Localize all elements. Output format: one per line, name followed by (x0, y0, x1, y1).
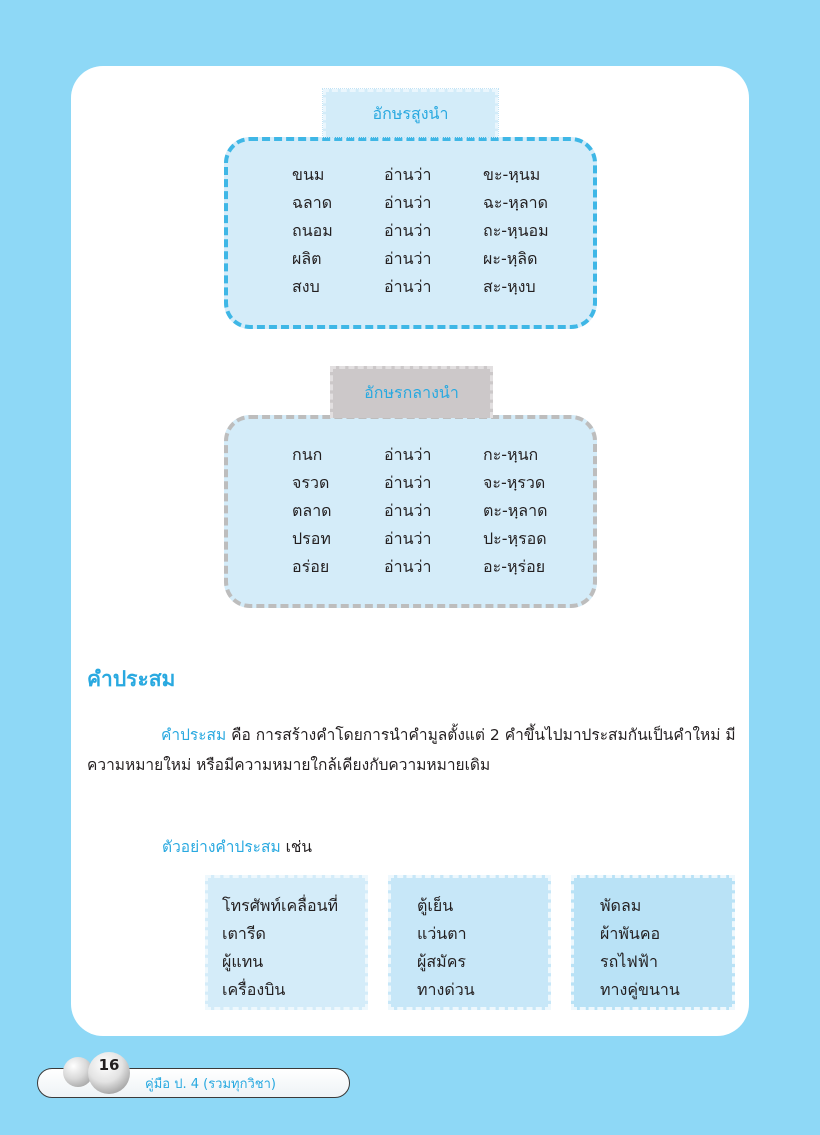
pronunciation: อะ-หฺร่อย (483, 557, 546, 576)
example-intro (162, 834, 312, 860)
pronunciation: จะ-หฺรวด (483, 473, 546, 492)
example-group-1 (205, 875, 368, 1010)
example-label: ตัวอย่างคำประสม (162, 838, 281, 856)
example-word: รถไฟฟ้า (600, 952, 658, 971)
example-group-3 (571, 875, 735, 1010)
section-heading: คำประสม (87, 667, 176, 691)
reads-as: อ่านว่า (384, 473, 432, 492)
word: อร่อย (292, 557, 330, 576)
pronunciation: ถะ-หฺนอม (483, 221, 549, 240)
example-word: ผู้แทน (222, 952, 264, 971)
reads-as: อ่านว่า (384, 445, 432, 464)
high-leading-box (224, 137, 597, 329)
example-word: เครื่องบิน (222, 980, 286, 999)
reads-as: อ่านว่า (384, 277, 432, 296)
example-group-2 (388, 875, 551, 1010)
mid-leading-table (292, 441, 593, 581)
example-suffix: เช่น (280, 838, 313, 856)
pronunciation: กะ-หฺนก (483, 445, 539, 464)
example-word: พัดลม (600, 896, 642, 915)
example-word: เตารีด (222, 924, 266, 943)
word: ตลาด (292, 501, 332, 520)
definition-term: คำประสม (161, 726, 227, 744)
reads-as: อ่านว่า (384, 249, 432, 268)
page-number: 16 (88, 1052, 130, 1094)
pronunciation: ปะ-หฺรอด (483, 529, 547, 548)
example-word: ทางคู่ขนาน (600, 980, 680, 999)
definition-paragraph (87, 720, 737, 780)
reads-as: อ่านว่า (384, 221, 432, 240)
pronunciation: ฉะ-หฺลาด (483, 193, 548, 212)
reads-as: อ่านว่า (384, 557, 432, 576)
example-word: ทางด่วน (417, 980, 475, 999)
example-word: ตู้เย็น (417, 896, 454, 915)
pronunciation: ตะ-หฺลาด (483, 501, 548, 520)
definition-text: คือ การสร้างคำโดยการนำคำมูลตั้งแต่ 2 คำขึ้นไปมาประสมกันเป็นคำใหม่ มีความหมายใหม่ หรือมีความหมายใกล้เคียงกับความหมายเดิม (87, 726, 736, 774)
example-word: ผ้าพันคอ (600, 924, 661, 943)
word: จรวด (292, 473, 330, 492)
book-title: คู่มือ ป. 4 (รวมทุกวิชา) (145, 1077, 276, 1092)
reads-as: อ่านว่า (384, 193, 432, 212)
example-word: ผู้สมัคร (417, 952, 466, 971)
pronunciation: สะ-หฺงบ (483, 277, 536, 296)
pronunciation: ขะ-หฺนม (483, 165, 541, 184)
mid-leading-box (224, 415, 597, 608)
word: ผลิต (292, 249, 322, 268)
reads-as: อ่านว่า (384, 501, 432, 520)
pronunciation: ผะ-หฺลิด (483, 249, 538, 268)
reads-as: อ่านว่า (384, 529, 432, 548)
example-word: แว่นตา (417, 924, 467, 943)
mid-leading-title: อักษรกลางนำ (330, 366, 493, 418)
reads-as: อ่านว่า (384, 165, 432, 184)
high-leading-table (292, 161, 593, 301)
word: สงบ (292, 277, 320, 296)
word: ขนม (292, 165, 325, 184)
word: ปรอท (292, 529, 331, 548)
word: กนก (292, 445, 323, 464)
example-word: โทรศัพท์เคลื่อนที่ (222, 896, 339, 915)
word: ฉลาด (292, 193, 333, 212)
word: ถนอม (292, 221, 333, 240)
high-leading-title: อักษรสูงนำ (323, 89, 498, 137)
